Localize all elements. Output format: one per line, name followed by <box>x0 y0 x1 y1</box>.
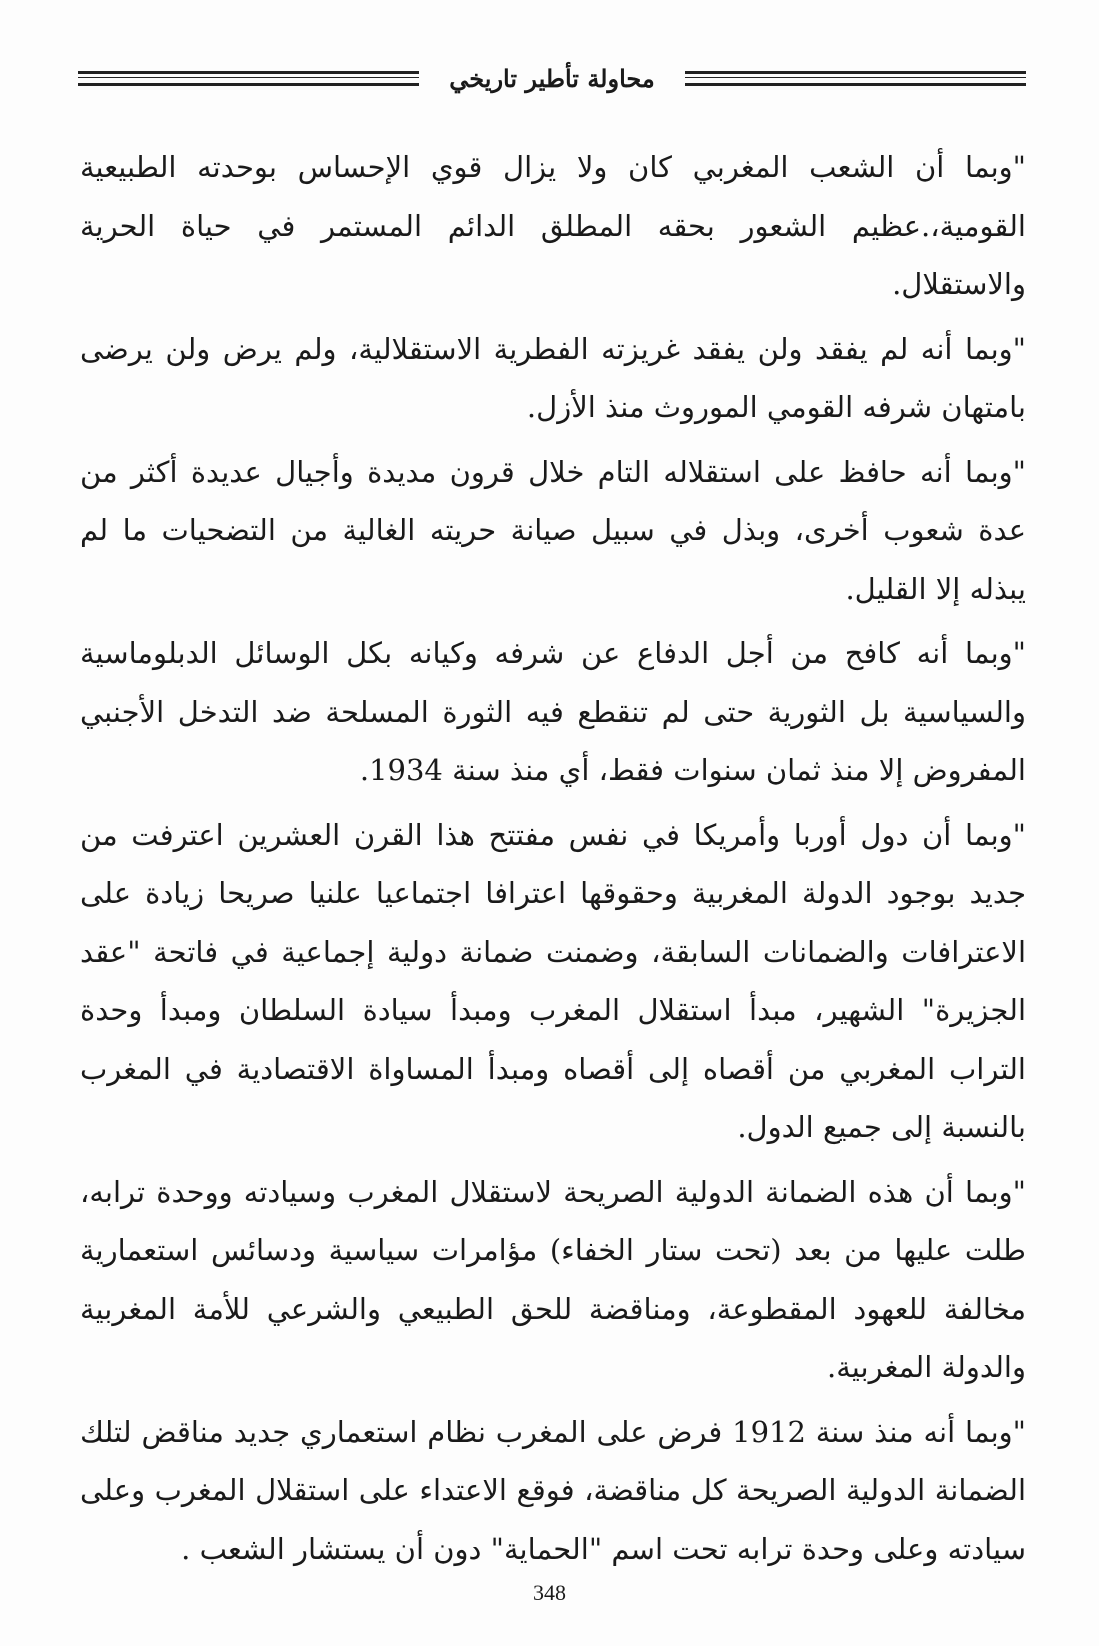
body-text <box>80 138 1026 1584</box>
paragraph: "وبما أن هذه الضمانة الدولية الصريحة لاستقلال المغرب وسيادته ووحدة ترابه، طلت عليها من بعد (تحت ستار الخفاء) مؤامرات سياسية ودسائس استعمارية مخالفة للعهود المقطوعة، ومناقضة للحق الطبيعي والشرعي للأمة المغربية والدولة المغربية. <box>80 1174 1026 1384</box>
paragraph: "وبما أنه منذ سنة 1912 فرض على المغرب نظام استعماري جديد مناقض لتلك الضمانة الدولية الصريحة كل مناقضة، فوقع الاعتداء على استقلال المغرب وعلى سيادته وعلى وحدة ترابه تحت اسم "الحماية" دون أن يستشار الشعب . <box>80 1414 1026 1566</box>
header-rule-left <box>78 71 419 86</box>
paragraph: "وبما أنه لم يفقد ولن يفقد غريزته الفطرية الاستقلالية، ولم يرض ولن يرضى بامتهان شرفه القومي الموروث منذ الأزل. <box>80 331 1026 424</box>
running-header <box>78 58 1026 98</box>
page-number: 348 <box>533 1580 566 1605</box>
paragraph: "وبما أن الشعب المغربي كان ولا يزال قوي الإحساس بوحدته الطبيعية القومية،.عظيم الشعور بحقه المطلق الدائم المستمر في حياة الحرية والاستقلال. <box>80 150 1026 301</box>
paragraph: "وبما أنه كافح من أجل الدفاع عن شرفه وكيانه بكل الوسائل الدبلوماسية والسياسية بل الثورية حتى لم تنقطع فيه الثورة المسلحة ضد التدخل الأجنبي المفروض إلا منذ ثمان سنوات فقط، أي منذ سنة 1934. <box>80 636 1026 787</box>
paragraph: "وبما أن دول أوربا وأمريكا في نفس مفتتح هذا القرن العشرين اعترفت من جديد بوجود الدولة المغربية وحقوقها اعترافا اجتماعيا علنيا صريحا زيادة على الاعترافات والضمانات السابقة، وضمنت ضمانة دولية إجماعية في فاتحة "عقد الجزيرة" الشهير، مبدأ استقلال المغرب ومبدأ سيادة السلطان ومبدأ وحدة التراب المغربي من أقصاه إلى أقصاه ومبدأ المساواة الاقتصادية في المغرب بالنسبة إلى جميع الدول. <box>80 817 1026 1144</box>
header-title: محاولة تأطير تاريخي <box>449 63 655 93</box>
paragraph: "وبما أنه حافظ على استقلاله التام خلال قرون مديدة وأجيال عديدة أكثر من عدة شعوب أخرى، وبذل في سبيل صيانة حريته الغالية من التضحيات ما لم يبذله إلا القليل. <box>80 454 1026 606</box>
header-rule-right <box>685 71 1026 86</box>
